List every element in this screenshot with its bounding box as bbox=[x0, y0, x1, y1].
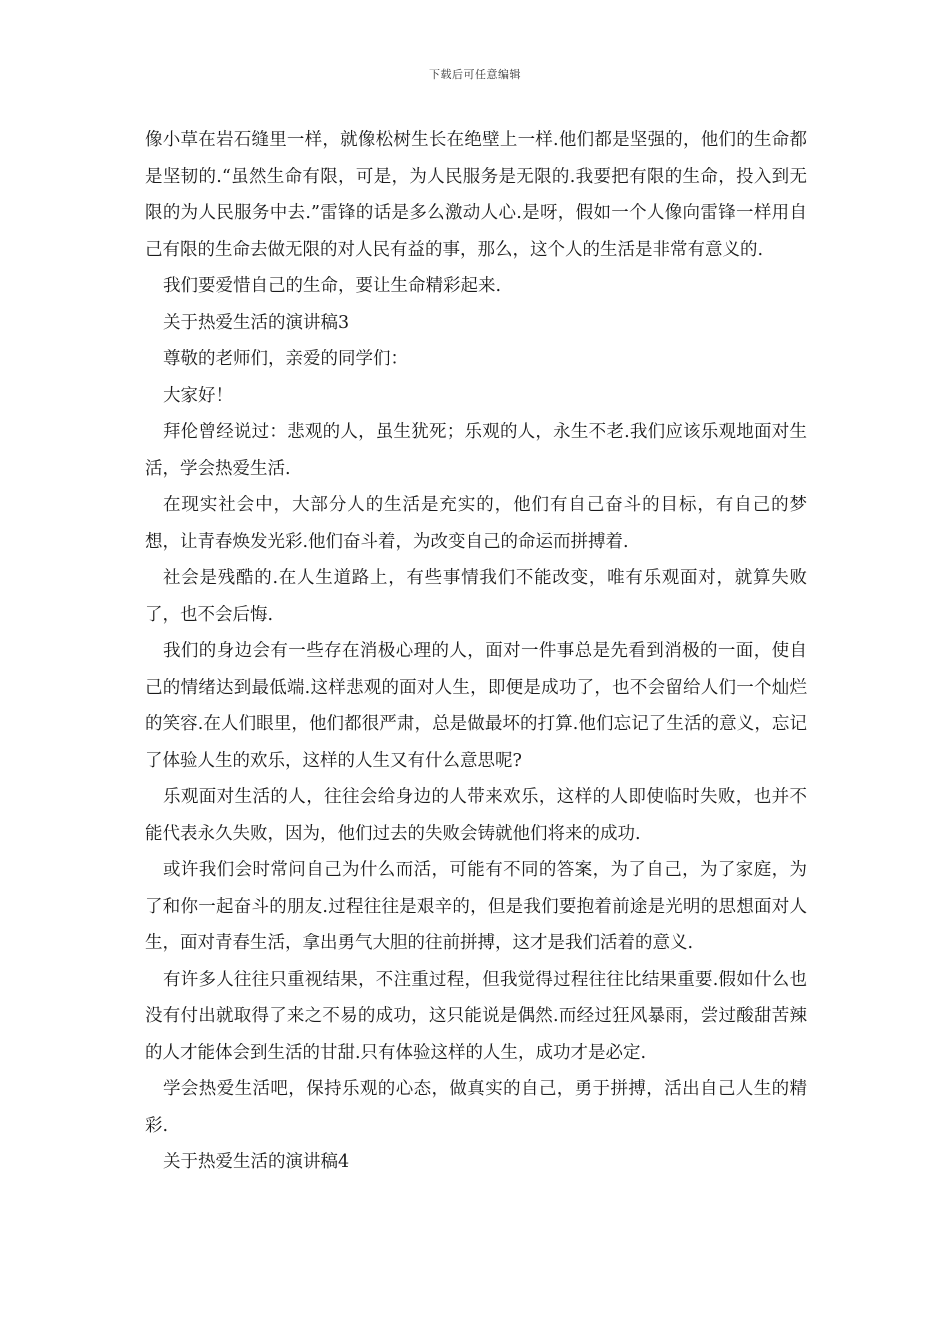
paragraph: 像小草在岩石缝里一样，就像松树生长在绝壁上一样.他们都是坚强的，他们的生命都是坚韧的.“虽然生命有限，可是，为人民服务是无限的.我要把有限的生命，投入到无限的为人民服务中去.”雷锋的话是多么激动人心.是呀，假如一个人像向雷锋一样用自己有限的生命去做无限的对人民有益的事，那么，这个人的生活是非常有意义的. bbox=[145, 130, 807, 260]
salutation: 尊敬的老师们，亲爱的同学们： bbox=[163, 349, 408, 369]
greeting: 大家好！ bbox=[163, 385, 233, 406]
paragraph: 我们的身边会有一些存在消极心理的人，面对一件事总是先看到消极的一面，使自己的情绪达到最低端.这样悲观的面对人生，即便是成功了，也不会留给人们一个灿烂的笑容.在人们眼里，他们都很严肃，总是做最坏的打算.他们忘记了生活的意义，忘记了体验人生的欢乐，这样的人生又有什么意思呢? bbox=[145, 641, 807, 771]
document-body bbox=[145, 122, 807, 1181]
section-heading: 关于热爱生活的演讲稿3 bbox=[163, 312, 350, 333]
paragraph: 我们要爱惜自己的生命，要让生命精彩起来. bbox=[163, 276, 502, 296]
section-heading: 关于热爱生活的演讲稿4 bbox=[163, 1152, 350, 1172]
paragraph: 拜伦曾经说过：悲观的人，虽生犹死；乐观的人，永生不老.我们应该乐观地面对生活，学会热爱生活. bbox=[145, 422, 807, 479]
paragraph: 在现实社会中，大部分人的生活是充实的，他们有自己奋斗的目标，有自己的梦想，让青春焕发光彩.他们奋斗着，为改变自己的命运而拼搏着. bbox=[145, 495, 807, 552]
paragraph: 学会热爱生活吧，保持乐观的心态，做真实的自己，勇于拼搏，活出自己人生的精彩. bbox=[145, 1079, 807, 1136]
paragraph: 乐观面对生活的人，往往会给身边的人带来欢乐，这样的人即使临时失败，也并不能代表永久失败，因为，他们过去的失败会铸就他们将来的成功. bbox=[145, 787, 807, 844]
paragraph: 或许我们会时常问自己为什么而活，可能有不同的答案，为了自己，为了家庭，为了和你一起奋斗的朋友.过程往往是艰辛的，但是我们要抱着前途是光明的思想面对人生，面对青春生活，拿出勇气大胆的往前拼搏，这才是我们活着的意义. bbox=[145, 860, 807, 953]
page-header-note: 下载后可任意编辑 bbox=[429, 68, 521, 81]
paragraph: 社会是残酷的.在人生道路上，有些事情我们不能改变，唯有乐观面对，就算失败了，也不会后悔. bbox=[145, 568, 807, 625]
paragraph: 有许多人往往只重视结果，不注重过程，但我觉得过程往往比结果重要.假如什么也没有付出就取得了来之不易的成功，这只能说是偶然.而经过狂风暴雨，尝过酸甜苦辣的人才能体会到生活的甘甜.只有体验这样的人生，成功才是必定. bbox=[145, 969, 807, 1063]
